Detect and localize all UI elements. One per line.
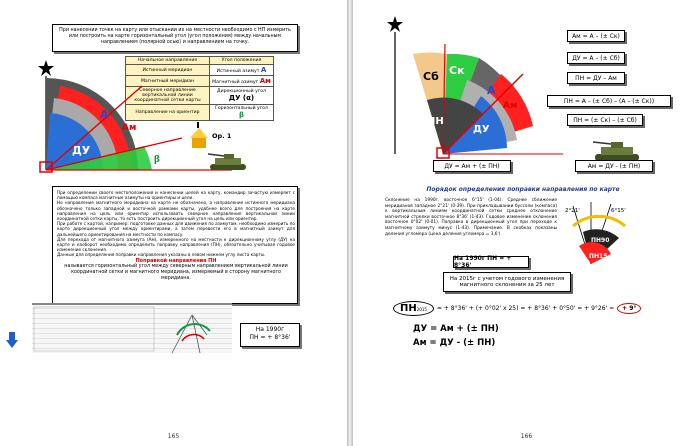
right-page bbox=[353, 0, 700, 446]
label-pn: ПН bbox=[427, 116, 444, 127]
table-cell: Магнитный меридиан bbox=[126, 76, 210, 87]
symbol-a: А bbox=[260, 66, 267, 74]
box-1990 bbox=[453, 256, 529, 268]
final-formula-1: ДУ = Ам + (± ПН) bbox=[413, 324, 499, 334]
formula-du-left bbox=[433, 160, 511, 172]
star-icon bbox=[38, 60, 54, 76]
label-beta: β bbox=[154, 155, 160, 165]
star-icon bbox=[387, 16, 403, 32]
box-2015 bbox=[443, 272, 571, 292]
page-number: 165 bbox=[167, 433, 180, 440]
text-paragraphs bbox=[57, 190, 295, 282]
label-or: Ор. 1 bbox=[212, 132, 232, 140]
church-icon bbox=[190, 122, 208, 148]
cell-text: Дирекционный угол bbox=[217, 89, 266, 94]
pn-title: Поправкой направления ПН bbox=[135, 257, 217, 264]
paragraph: Но направление магнитного меридиана на карте не обозначено, а направление истинного меридиана обозначено только западной и восточной рамками карты, удобнее всего для построения на карте направления на цель или ориентир использовать северное направление вертикальной линии координатной сетки карты, то есть построить дирекционный угол на цель или ориентир. bbox=[57, 200, 295, 222]
down-arrow-icon[interactable] bbox=[6, 332, 18, 348]
paragraph: Данные для определения поправки направления указаны в левом нижнем углу листа карты. bbox=[57, 252, 266, 258]
formula-text: ДУ = А – (± Сб) bbox=[572, 54, 620, 62]
formula-text: ПН = А – (± Сб) – (А – (± Ск)) bbox=[563, 97, 655, 105]
paragraph: При определении своего местоположения и нанесении целей на карту, командир зачастую измеряет с помощью компаса магнитные азимуты на ориентиры и цели. bbox=[57, 190, 295, 201]
formula-text: Ам = ДУ - (± ПН) bbox=[587, 162, 641, 170]
section-title: Порядок определения поправки направления по карте bbox=[426, 186, 620, 193]
table-cell: Истинный меридиан bbox=[126, 65, 210, 76]
label-sb: Сб bbox=[423, 70, 439, 83]
formula-pn-short bbox=[567, 114, 643, 126]
formula-text: ПН = ДУ – Ам bbox=[575, 74, 617, 82]
symbol-beta: β bbox=[238, 111, 244, 119]
mini-pn-diagram bbox=[561, 198, 641, 268]
result-1990-box bbox=[240, 323, 300, 347]
formula-text: ДУ = Ам + (± ПН) bbox=[444, 162, 500, 170]
formula-am bbox=[567, 30, 625, 42]
table-header: Начальное направление bbox=[126, 57, 210, 65]
pn-result: + 9° bbox=[617, 303, 641, 314]
pn-oval bbox=[393, 301, 434, 316]
pn-calculation bbox=[393, 298, 663, 318]
main-text-box bbox=[52, 186, 298, 304]
tank-icon bbox=[593, 140, 643, 162]
label-sk: Ск bbox=[449, 64, 465, 77]
box-2015-text: На 2015г с учетом годового изменения магнитного склонения за 25 лет bbox=[449, 276, 565, 288]
tank-icon bbox=[208, 154, 246, 170]
symbol-am: Ам bbox=[259, 77, 271, 85]
formula-text: Ам = А – (± Ск) bbox=[572, 32, 620, 40]
mini-label-b: 6°15' bbox=[611, 208, 626, 214]
map-margin-scan bbox=[32, 303, 232, 353]
pn-year: 2015 bbox=[416, 306, 427, 312]
label-a: А bbox=[487, 84, 496, 97]
formula-pn-expanded bbox=[547, 95, 671, 107]
label-du: ДУ bbox=[473, 124, 490, 135]
mini-label-pn90: ПН90 bbox=[591, 237, 610, 244]
label-am: Ам bbox=[122, 123, 137, 133]
result-line2: ПН = + 8°36' bbox=[249, 334, 291, 341]
paragraph: Для перехода от магнитного азимута (Ам), измеренного на местности к дирекционному углу (ДУ) на карте и наоборот необходимо определить поправку направления (ПН), обязательно учитывая годовое изменение склонения. bbox=[57, 236, 295, 253]
intro-text: При нанесении точек на карту или отыскании их на местности необходимо с НП измерить или построить на карте горизонтальный угол (угол положения) между начальным направлением (полярной осью) и направлением на точку. bbox=[59, 28, 291, 45]
declination-text bbox=[385, 198, 557, 237]
cell-text: Истинный азимут bbox=[216, 69, 260, 74]
formula-am-left bbox=[575, 160, 653, 172]
formula-pn bbox=[567, 72, 625, 84]
final-formula-2: Ам = ДУ - (± ПН) bbox=[413, 338, 496, 348]
symbol-du: ДУ (α) bbox=[228, 94, 255, 102]
box-1990-text: На 1990г ПН = + 8°36' bbox=[454, 255, 512, 269]
result-line1: На 1990г bbox=[255, 326, 285, 333]
label-am: Ам bbox=[503, 101, 518, 111]
formula-text: ПН = (± Ск) – (± Сб) bbox=[573, 116, 637, 124]
label-du: ДУ bbox=[72, 144, 91, 157]
left-page bbox=[0, 0, 347, 446]
table-cell: Направление на ориентир bbox=[126, 105, 210, 121]
pn-symbol: ПН bbox=[400, 302, 417, 314]
paragraph: При работе с картой, например: подготовке данных для движения по азимутам, необходимо измерить по карте дирекционный угол между ориентирами, а затем перевести его в магнитный азимут для дальнейшего ориентирования на местности по компасу. bbox=[57, 221, 295, 237]
page-number: 166 bbox=[520, 433, 533, 440]
cell-text: Горизонтальный угол bbox=[215, 106, 268, 111]
table-header: Угол положения bbox=[210, 57, 274, 65]
mini-label-pn15: ПН15 bbox=[589, 253, 608, 260]
table-cell: Северное направление вертикальной линии координатной сетки карты bbox=[126, 87, 210, 105]
label-a: А bbox=[100, 108, 109, 121]
formula-du bbox=[567, 52, 625, 64]
mini-label-a: 2°21' bbox=[565, 208, 580, 214]
cell-text: Магнитный азимут bbox=[212, 80, 259, 85]
declination-diagram bbox=[383, 14, 573, 174]
pn-definition: называется горизонтальный угол между северным направлением вертикальной линии координатной сетки и магнитного меридиана, измеряемый в сторону магнитного меридиана. bbox=[64, 263, 288, 281]
declination-paragraph: Склонение на 1990г. восточное 6°15' (1-04). Среднее сближение меридианов западное 2°21' (0-39). При прикладывании буссоли (компаса) к вертикальным линиям координатной сетки среднее отклонение магнитной стрелки восточное 8°36' (1-43). Годовое изменение склонения восточное 0°02' (0-01). Поправка в дирекционный угол при переходе к магнитному азимуту минус (1-43). Примечание. В скобках показаны деления угломера (цена деления угломера = 3,6') bbox=[385, 198, 557, 237]
azimuth-diagram bbox=[32, 58, 282, 178]
pn-calc-text: = + 8°36' + (+ 0°02' х 25) = + 8°36' + 0°50' = + 9°26' ≈ bbox=[436, 304, 615, 312]
intro-box bbox=[52, 24, 298, 52]
